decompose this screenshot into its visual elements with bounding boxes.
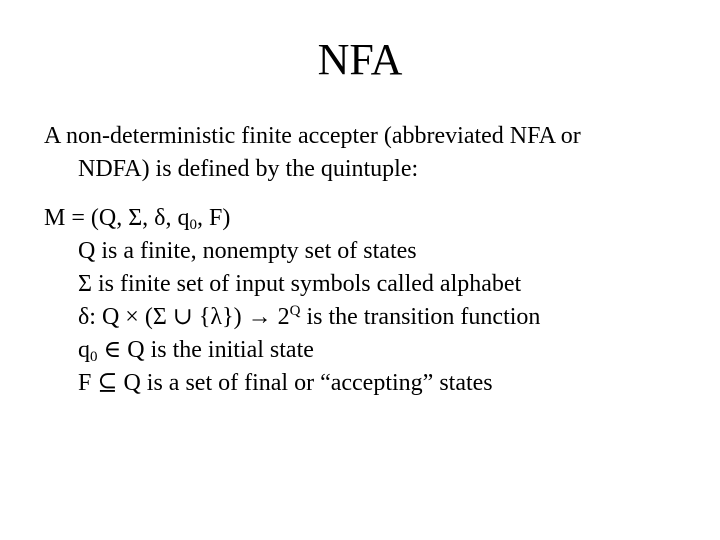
- states-line: Q is a finite, nonempty set of states: [78, 238, 417, 264]
- intro-line-1: A non-deterministic finite accepter (abbreviated NFA or: [44, 123, 581, 149]
- transition-line: [44, 301, 694, 334]
- transition-post: is the transition function: [300, 304, 541, 330]
- transition-pre: δ: Q × (Σ ∪ {λ}) → 2: [78, 304, 290, 330]
- slide-title: NFA: [317, 35, 403, 84]
- initial-subscript: 0: [90, 349, 98, 365]
- transition-superscript: Q: [289, 303, 301, 319]
- initial-pre: q: [78, 337, 90, 363]
- quintuple-post: , F): [196, 205, 231, 231]
- quintuple-pre: M = (Q, Σ, δ, q: [44, 205, 190, 231]
- quintuple-line: [44, 202, 694, 235]
- intro-line-2: NDFA) is defined by the quintuple:: [78, 156, 419, 182]
- intro-paragraph: [44, 120, 694, 186]
- alphabet-line: Σ is finite set of input symbols called alphabet: [78, 271, 522, 297]
- quintuple-definition: [44, 202, 694, 400]
- quintuple-subscript: 0: [189, 217, 197, 233]
- final-states-line: F ⊆ Q is a set of final or “accepting” states: [78, 370, 493, 396]
- initial-state-line: [44, 334, 694, 367]
- initial-post: ∈ Q is the initial state: [97, 337, 314, 363]
